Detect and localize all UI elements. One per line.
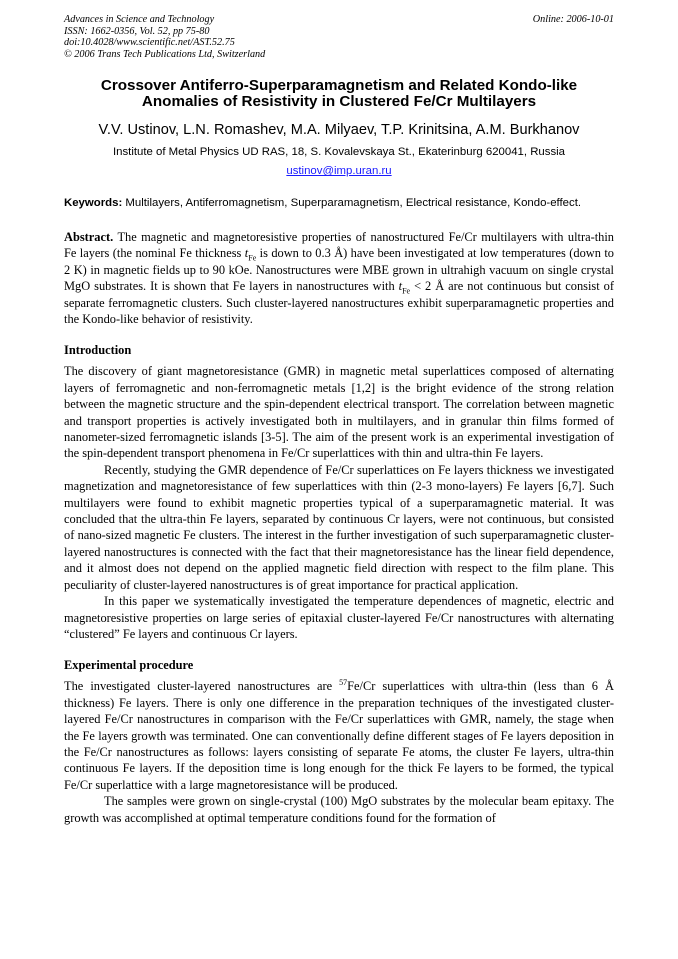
keywords <box>64 196 614 211</box>
intro-paragraph-2: Recently, studying the GMR dependence of Fe/Cr superlattices on Fe layers thickness we investigated magnetization and magnetoresistance of few superlattices with thin (2-3 mono-layers) Fe layers [6,7]. Such multilayers were found to exhibit magnetic properties typical of a superparamagnetic material. It was concluded that the ultra-thin Fe layers, separated by continuous Cr layers, were not continuous, but consisted of nano-sized magnetic Fe clusters. The interest in the further investigation of such superparamagnetic cluster-layered nanostructures is connected with the fact that their magnetoresistance has the linear field dependence, and it almost does not depend on the applied magnetic field direction with respect to the film plane. This peculiarity of cluster-layered nanostructures is of great importance for practical application. <box>64 462 614 592</box>
online-date: Online: 2006-10-01 <box>532 14 614 25</box>
abstract-label: Abstract. <box>64 229 114 244</box>
abstract-text-1: The magnetic and magnetoresistive properties of nanostructured Fe/Cr multilayers with ultra-thin Fe layers (the nominal Fe thickness <box>64 229 615 261</box>
title-line-2: Anomalies of Resistivity in Clustered Fe/Cr Multilayers <box>141 93 537 111</box>
keywords-label: Keywords: <box>64 197 123 210</box>
journal-copyright: © 2006 Trans Tech Publications Ltd, Switzerland <box>64 48 266 60</box>
abstract-text-3: < 2 Å are not continuous but consist of separate ferromagnetic clusters. Such cluster-layered nanostructures exhibit superparamagnetic properties and the Kondo-like behavior of resistivity. <box>64 279 615 326</box>
abstract <box>64 229 614 327</box>
abstract-text-2: is down to 0.3 Å) have been investigated at low temperatures (down to 2 K) in magnetic fields up to 90 kOe. Nanostructures were MBE grown in ultrahigh vacuum on single crystal MgO substrates. It is shown that Fe layers in nanostructures with <box>64 246 614 294</box>
journal-issn: ISSN: 1662-0356, Vol. 52, pp 75-80 <box>64 25 210 37</box>
symbol-t: t <box>244 246 249 261</box>
title-line-1: Crossover Antiferro-Superparamagnetism and Related Kondo-like <box>100 77 578 95</box>
intro-paragraph-1: The discovery of giant magnetoresistance (GMR) in magnetic metal superlattices composed of alternating layers of ferromagnetic and non-ferromagnetic metals [1,2] is the bright evidence of the strong relation between the magnetic structure and the spin-dependent electrical transport. The correlation between magnetic and transport properties is actively investigated both in multilayers, and in granular thin films formed of nanometer-sized ferromagnetic islands [3-5]. The aim of the present work is an experimental investigation of the spin-dependent transport phenomena in Fe/Cr superlattices with thin and ultra-thin Fe layers. <box>64 364 614 461</box>
keywords-text: Multilayers, Antiferromagnetism, Superparamagnetism, Electrical resistance, Kondo-effect. <box>125 197 582 210</box>
affiliation: Institute of Metal Physics UD RAS, 18, S. Kovalevskaya St., Ekaterinburg 620041, Russia <box>112 146 566 159</box>
exp-text-1b: Fe/Cr superlattices with ultra-thin (less than 6 Å thickness) Fe layers. There is only one difference in the preparation techniques of the investigated cluster-layered Fe/Cr nanostructures in comparison with the Fe/Cr superlattices with GMR, namely, the stage when the Fe layers growth was terminated. One can conventionally define different stages of Fe layers deposition in the Fe/Cr nanostructures as follows: layers consisting of separate Fe atoms, the cluster Fe layers, ultra-thin continuous Fe layers. If the deposition time is long enough for the thick Fe layers to be formed, the typical Fe/Cr superlattice with a large magnetoresistance will be produced. <box>64 679 614 792</box>
journal-doi: doi:10.4028/www.scientific.net/AST.52.75 <box>64 37 235 49</box>
intro-paragraph-3: In this paper we systematically investigated the temperature dependences of magnetic, electric and magnetoresistive properties on large series of epitaxial cluster-layered Fe/Cr nanostructures with alternating “clustered” Fe layers and continuous Cr layers. <box>64 594 614 641</box>
section-heading-introduction: Introduction <box>64 343 132 358</box>
symbol-t-2: t <box>398 279 403 294</box>
journal-name: Advances in Science and Technology <box>64 14 215 25</box>
journal-header <box>64 14 614 60</box>
exp-text-1a: The investigated cluster-layered nanostructures are <box>64 679 340 694</box>
exp-paragraph-2: The samples were grown on single-crystal (100) MgO substrates by the molecular beam epitaxy. The growth was accomplished at optimal temperature conditions found for the formation of <box>64 794 614 825</box>
email-line <box>64 164 614 178</box>
symbol-sub-2: Fe <box>402 286 411 296</box>
paper-title <box>64 78 614 110</box>
symbol-sub: Fe <box>248 253 257 263</box>
email-link[interactable]: ustinov@imp.uran.ru <box>286 165 392 178</box>
author-list: V.V. Ustinov, L.N. Romashev, M.A. Milyaev, T.P. Krinitsina, A.M. Burkhanov <box>98 122 580 139</box>
isotope-superscript: 57 <box>339 678 348 688</box>
section-heading-experimental: Experimental procedure <box>64 658 194 673</box>
exp-paragraph-1 <box>64 678 614 793</box>
